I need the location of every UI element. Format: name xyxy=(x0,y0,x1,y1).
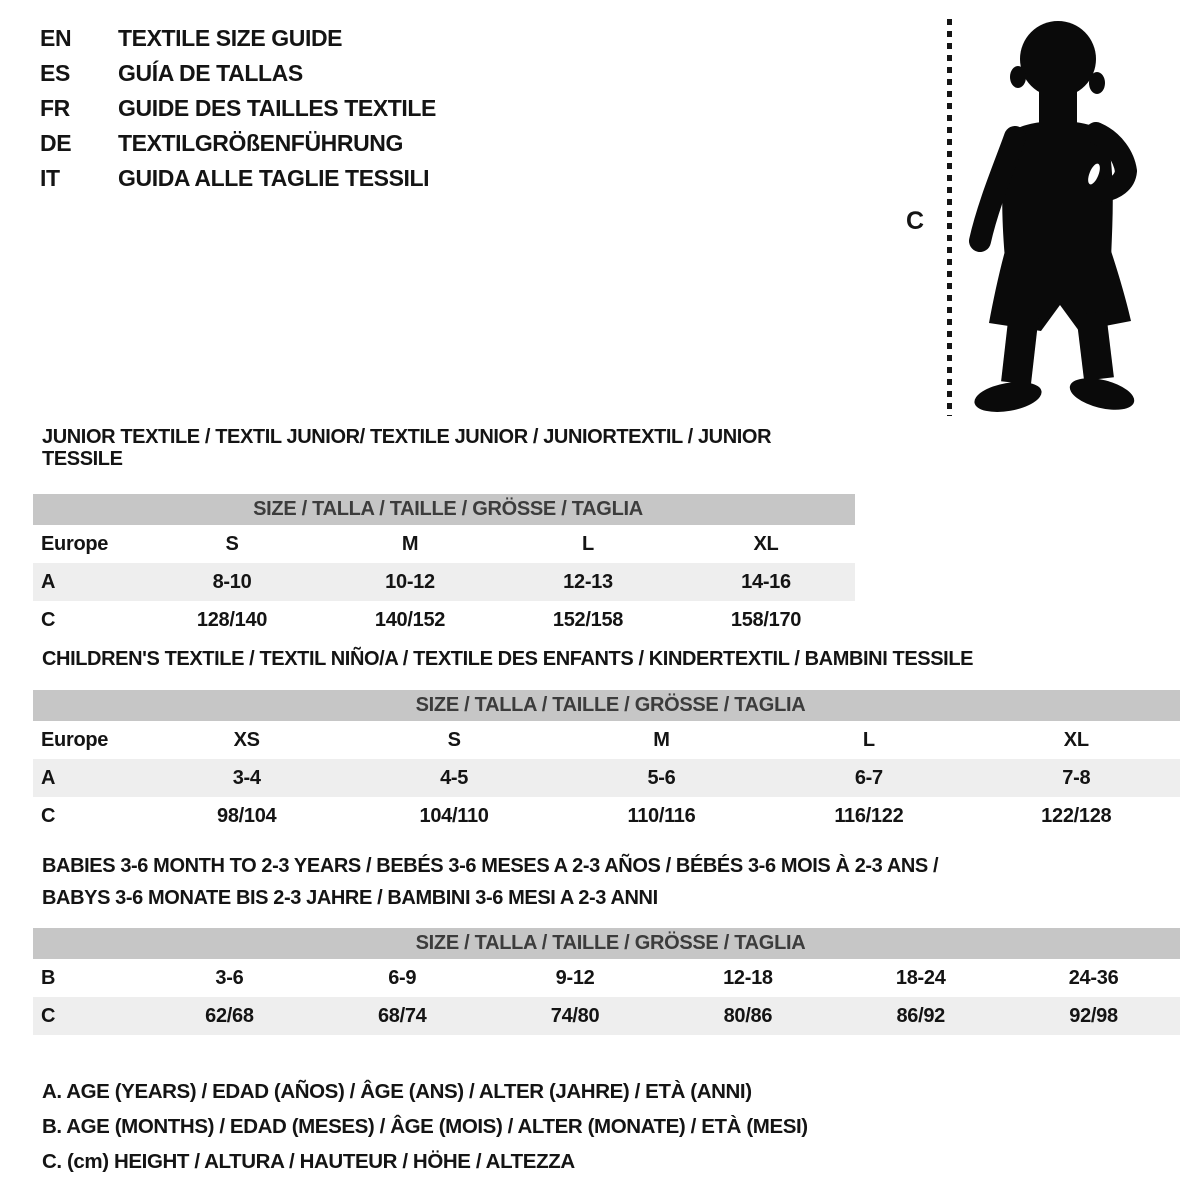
table-cell: 68/74 xyxy=(377,1004,427,1027)
junior-section-title: JUNIOR TEXTILE / TEXTIL JUNIOR/ TEXTILE JUNIOR / JUNIORTEXTIL / JUNIOR TESSILE xyxy=(42,426,772,470)
language-title: GUIDE DES TAILLES TEXTILE xyxy=(118,95,436,121)
language-code: EN xyxy=(40,25,72,51)
table-cell: 86/92 xyxy=(896,1004,945,1027)
table-cell: 152/158 xyxy=(552,608,624,631)
size-header-cell: SIZE / TALLA / TAILLE / GRÖSSE / TAGLIA xyxy=(33,494,855,525)
table-cell: 6-9 xyxy=(388,966,417,989)
table-cell: 98/104 xyxy=(217,804,277,827)
table-row xyxy=(33,959,1180,997)
language-code: FR xyxy=(40,95,70,121)
height-measure-dashed-line xyxy=(947,19,952,416)
height-measure-label: C xyxy=(906,207,925,235)
children-section-title: CHILDREN'S TEXTILE / TEXTIL NIÑO/A / TEXTILE DES ENFANTS / KINDERTEXTIL / BAMBINI TESSILE xyxy=(42,648,974,670)
table-cell: 128/140 xyxy=(196,608,268,631)
table-cell: 8-10 xyxy=(212,570,252,593)
table-row xyxy=(33,525,855,563)
legend-line-c: C. (cm) HEIGHT / ALTURA / HAUTEUR / HÖHE / ALTEZZA xyxy=(42,1150,575,1173)
table-row xyxy=(33,721,1180,759)
table-row xyxy=(33,797,1180,835)
table-cell: 104/110 xyxy=(419,804,489,827)
table-cell: S xyxy=(225,532,239,555)
table-cell: 18-24 xyxy=(895,966,946,989)
table-cell: 62/68 xyxy=(205,1004,254,1027)
babies-section-title: BABIES 3-6 MONTH TO 2-3 YEARS / BEBÉS 3-6 MESES A 2-3 AÑOS / BÉBÉS 3-6 MOIS À 2-3 ANS / BABYS 3-6 MONATE BIS 2-3 JAHRE / BAMBINI 3-6 MESI A 2-3 ANNI xyxy=(42,855,939,909)
table-cell: 4-5 xyxy=(440,766,469,789)
table-cell: XL xyxy=(1063,728,1089,751)
table-cell: C xyxy=(41,608,56,631)
table-row xyxy=(33,997,1180,1035)
table-cell: XS xyxy=(233,728,260,751)
children-size-table xyxy=(33,690,1180,835)
table-cell: B xyxy=(41,966,56,989)
table-cell: 158/170 xyxy=(730,608,802,631)
table-cell: L xyxy=(582,532,594,555)
table-cell: 9-12 xyxy=(555,966,595,989)
language-code: IT xyxy=(40,165,60,191)
legend xyxy=(42,1074,808,1179)
language-title: GUIDA ALLE TAGLIE TESSILI xyxy=(118,165,430,191)
table-cell: C xyxy=(41,1004,56,1027)
junior-size-table xyxy=(33,494,855,639)
language-title: TEXTILE SIZE GUIDE xyxy=(118,25,343,51)
table-cell: M xyxy=(653,728,670,751)
table-cell: Europe xyxy=(41,728,109,751)
legend-line-a: A. AGE (YEARS) / EDAD (AÑOS) / ÂGE (ANS) / ALTER (JAHRE) / ETÀ (ANNI) xyxy=(42,1080,752,1103)
size-header-row xyxy=(33,690,1180,721)
legend-line-b: B. AGE (MONTHS) / EDAD (MESES) / ÂGE (MOIS) / ALTER (MONATE) / ETÀ (MESI) xyxy=(42,1115,808,1138)
language-code: ES xyxy=(40,60,70,86)
table-cell: 116/122 xyxy=(834,804,904,827)
table-cell: 3-4 xyxy=(232,766,261,789)
language-code: DE xyxy=(40,130,72,156)
table-cell: 92/98 xyxy=(1069,1004,1118,1027)
table-cell: 122/128 xyxy=(1041,804,1112,827)
table-row xyxy=(33,563,855,601)
table-cell: 5-6 xyxy=(647,766,676,789)
table-cell: 10-12 xyxy=(385,570,435,593)
table-cell: 6-7 xyxy=(854,766,883,789)
table-cell: 140/152 xyxy=(374,608,446,631)
size-header-row xyxy=(33,928,1180,959)
babies-size-table xyxy=(33,928,1180,1035)
table-cell: L xyxy=(862,728,875,751)
table-cell: S xyxy=(447,728,461,751)
table-row xyxy=(33,601,855,639)
table-cell: 14-16 xyxy=(741,570,791,593)
table-cell: A xyxy=(41,766,56,789)
table-cell: 24-36 xyxy=(1068,966,1119,989)
toddler-silhouette-icon xyxy=(963,13,1143,418)
table-cell: 12-13 xyxy=(563,570,613,593)
table-cell: XL xyxy=(753,532,779,555)
table-cell: C xyxy=(41,804,56,827)
size-header-cell: SIZE / TALLA / TAILLE / GRÖSSE / TAGLIA xyxy=(33,928,1180,959)
table-row xyxy=(33,759,1180,797)
table-cell: 80/86 xyxy=(723,1004,773,1027)
language-list xyxy=(40,26,436,190)
babies-section xyxy=(33,850,1180,1035)
language-title: GUÍA DE TALLAS xyxy=(118,60,303,86)
size-header-row xyxy=(33,494,855,525)
size-header-cell: SIZE / TALLA / TAILLE / GRÖSSE / TAGLIA xyxy=(33,690,1180,721)
table-cell: 12-18 xyxy=(723,966,773,989)
children-section xyxy=(33,648,1180,835)
table-cell: 74/80 xyxy=(550,1004,600,1027)
language-title: TEXTILGRÖßENFÜHRUNG xyxy=(118,130,403,156)
table-cell: 3-6 xyxy=(215,966,244,989)
table-cell: M xyxy=(401,532,419,555)
table-cell: Europe xyxy=(41,532,109,555)
table-cell: A xyxy=(41,570,56,593)
junior-section xyxy=(33,426,855,639)
table-cell: 110/116 xyxy=(627,804,696,827)
table-cell: 7-8 xyxy=(1062,766,1091,789)
